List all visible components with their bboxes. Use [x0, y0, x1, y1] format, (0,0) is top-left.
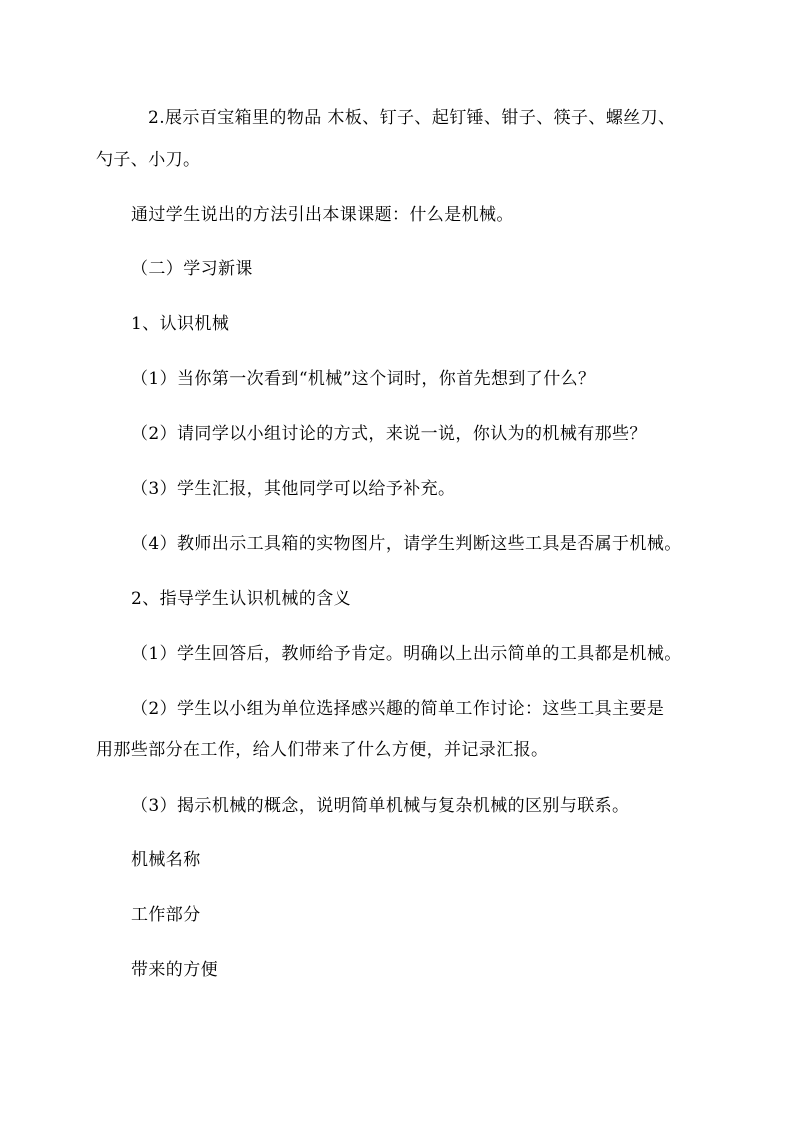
paragraph-step-1-4: （4）教师出示工具箱的实物图片，请学生判断这些工具是否属于机械。	[131, 534, 682, 554]
paragraph-step-2-1: （1）学生回答后，教师给予肯定。明确以上出示简单的工具都是机械。	[131, 644, 682, 664]
paragraph-step-2-2-line-1: （2）学生以小组为单位选择感兴趣的简单工作讨论：这些工具主要是	[131, 699, 665, 719]
subheading-recognize-machines: 1、认识机械	[131, 314, 230, 334]
paragraph-step-2-2-line-2: 用那些部分在工作，给人们带来了什么方便，并记录汇报。	[96, 740, 549, 760]
section-heading-new-lesson: （二）学习新课	[131, 259, 253, 279]
paragraph-step-1-3: （3）学生汇报，其他同学可以给予补充。	[131, 479, 456, 499]
paragraph-lesson-topic: 通过学生说出的方法引出本课课题：什么是机械。	[131, 205, 514, 225]
paragraph-step-1-1: （1）当你第一次看到“机械”这个词时，你首先想到了什么？	[131, 369, 596, 389]
label-machine-name: 机械名称	[131, 850, 201, 870]
label-working-part: 工作部分	[131, 905, 201, 925]
subheading-meaning-of-machines: 2、指导学生认识机械的含义	[131, 589, 352, 609]
paragraph-item-list-line-2: 勺子、小刀。	[96, 150, 201, 170]
paragraph-step-2-3: （3）揭示机械的概念，说明简单机械与复杂机械的区别与联系。	[131, 796, 630, 816]
paragraph-step-1-2: （2）请同学以小组讨论的方式，来说一说，你认为的机械有那些？	[131, 424, 647, 444]
label-convenience: 带来的方便	[131, 960, 218, 980]
paragraph-item-list-line-1: 2.展示百宝箱里的物品 木板、钉子、起钉锤、钳子、筷子、螺丝刀、	[148, 108, 676, 128]
